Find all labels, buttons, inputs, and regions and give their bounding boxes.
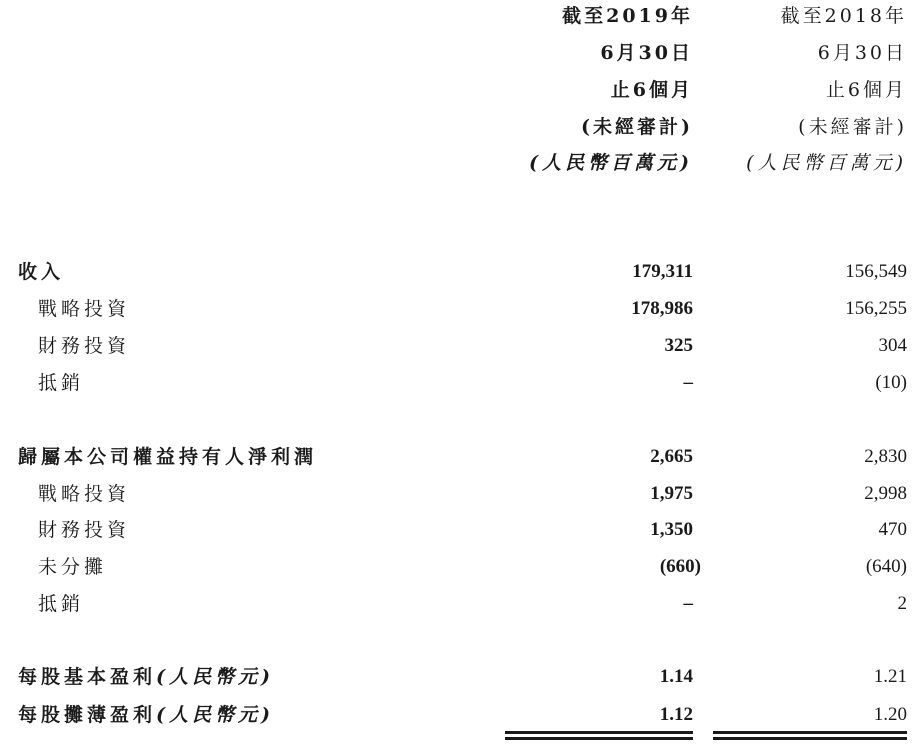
row-2018-revenue: 156,549: [845, 261, 907, 282]
row-label-revenue-financial: 財務投資: [38, 335, 131, 357]
row-2019-revenue: 179,311: [632, 261, 693, 282]
row-2019-basic-eps: 1.14: [659, 666, 693, 687]
row-label-profit-strategic: 戰略投資: [38, 483, 131, 505]
row-2019-profit-strategic: 1,975: [650, 483, 693, 504]
row-label-basic-eps: [18, 665, 274, 689]
row-2018-net-profit: 2,830: [864, 446, 907, 467]
row-2018-profit-unallocated: (640): [865, 556, 907, 577]
row-2019-revenue-elimination: –: [683, 372, 693, 393]
row-2018-basic-eps: 1.21: [873, 666, 907, 687]
row-2018-revenue-financial: 304: [878, 335, 907, 356]
row-2019-profit-elimination: –: [683, 593, 693, 614]
row-label-diluted-eps: [18, 703, 274, 727]
header-2018-unit: (人民幣百萬元): [746, 152, 907, 174]
row-label-net-profit: 歸屬本公司權益持有人淨利潤: [18, 446, 318, 468]
header-2019-line1: 截至2019年: [562, 5, 693, 27]
row-2018-profit-elimination: 2: [897, 593, 907, 614]
row-label-profit-financial: 財務投資: [38, 519, 131, 541]
double-rule-2018-top: [713, 731, 907, 734]
row-2019-profit-financial: 1,350: [650, 519, 693, 540]
header-2019-unit: (人民幣百萬元): [529, 152, 693, 174]
basic-eps-text: 每股基本盈利: [18, 666, 157, 688]
row-label-profit-elimination: 抵銷: [38, 593, 85, 615]
row-2019-profit-unallocated: (660): [659, 556, 701, 577]
basic-eps-unit: (人民幣元): [156, 666, 274, 688]
row-2019-net-profit: 2,665: [650, 446, 693, 467]
row-2018-revenue-elimination: (10): [875, 372, 907, 393]
header-2018-line3: 止6個月: [825, 79, 907, 101]
header-2019-line3: 止6個月: [610, 79, 693, 101]
row-2018-diluted-eps: 1.20: [873, 704, 907, 725]
row-2018-revenue-strategic: 156,255: [845, 298, 907, 319]
row-label-profit-unallocated: 未分攤: [38, 556, 108, 578]
row-2018-profit-strategic: 2,998: [864, 483, 907, 504]
header-2019-line4: (未經審計): [581, 116, 693, 138]
double-rule-2019-bottom: [505, 737, 693, 740]
header-2018-line4: (未經審計): [798, 116, 907, 138]
diluted-eps-unit: (人民幣元): [156, 704, 274, 726]
header-2019-line2: 6月30日: [600, 42, 693, 64]
double-rule-2019-top: [505, 731, 693, 734]
row-2018-profit-financial: 470: [878, 519, 907, 540]
row-2019-revenue-financial: 325: [664, 335, 693, 356]
row-label-revenue-strategic: 戰略投資: [38, 298, 131, 320]
row-label-revenue-elimination: 抵銷: [38, 372, 85, 394]
row-2019-diluted-eps: 1.12: [659, 704, 693, 725]
double-rule-2018-bottom: [713, 737, 907, 740]
row-2019-revenue-strategic: 178,986: [631, 298, 693, 319]
diluted-eps-text: 每股攤薄盈利: [18, 704, 157, 726]
header-2018-line1: 截至2018年: [780, 5, 907, 27]
header-2018-line2: 6月30日: [817, 42, 907, 64]
row-label-revenue: 收入: [18, 261, 65, 283]
